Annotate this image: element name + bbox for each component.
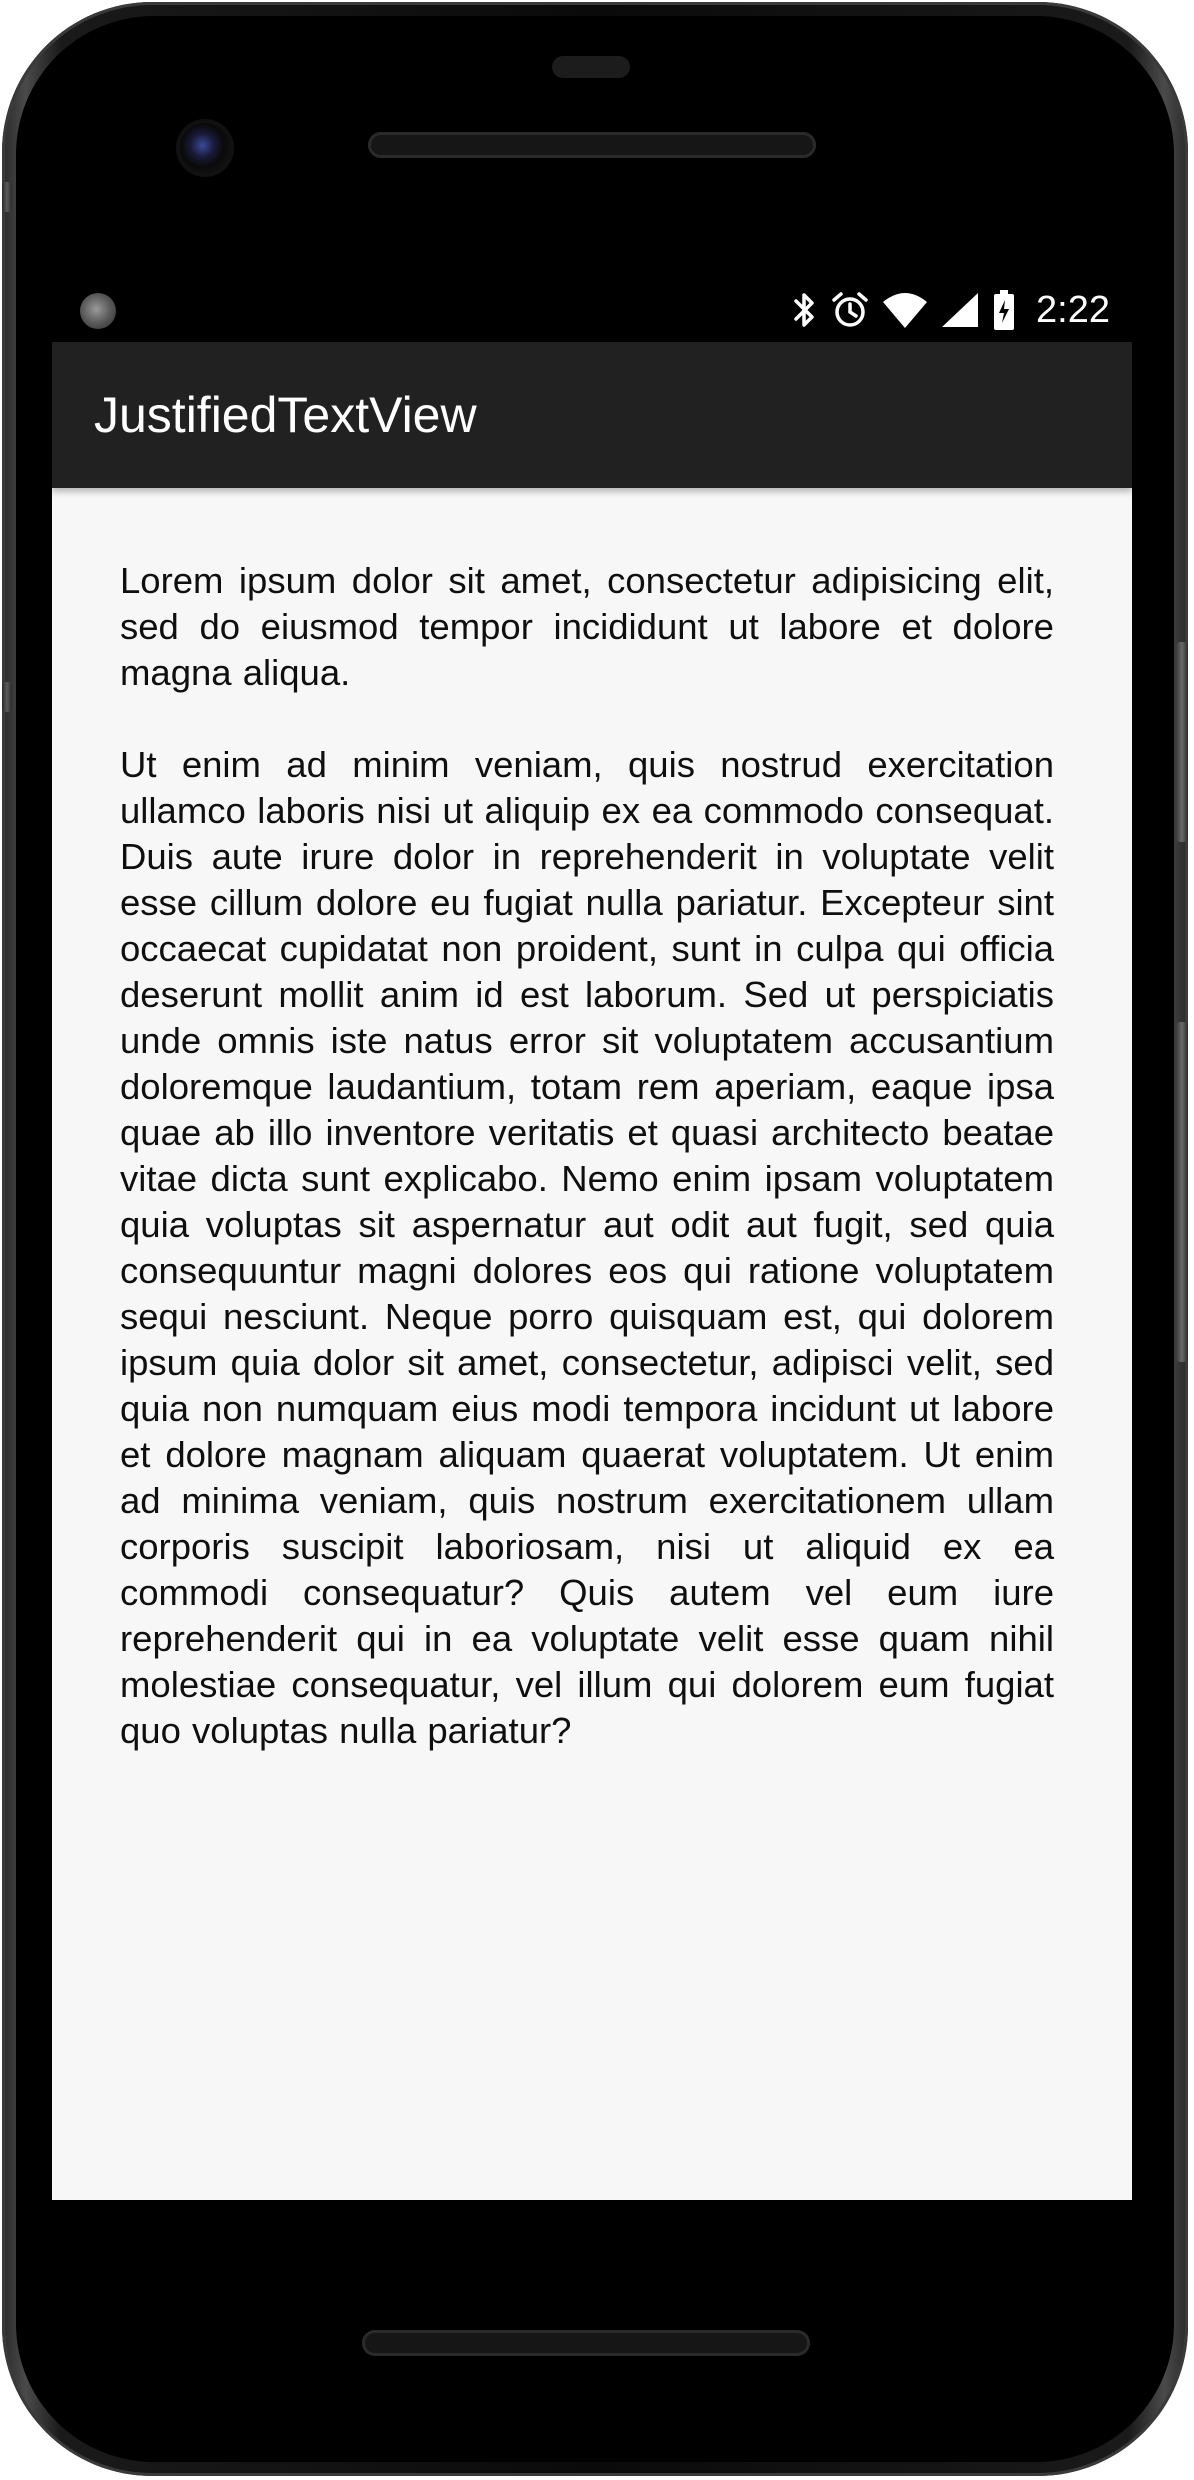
device-side-notch [2, 682, 12, 712]
alarm-icon [830, 290, 870, 330]
app-screen [52, 342, 1132, 2200]
top-speaker-grille [368, 132, 816, 158]
battery-icon [992, 289, 1016, 331]
app-bar [52, 342, 1132, 488]
app-title: JustifiedTextView [94, 387, 477, 443]
bluetooth-icon [792, 290, 818, 330]
paragraph: Lorem ipsum dolor sit amet, consectetur adipisicing elit, sed do eiusmod tempor incididunt ut labore et dolore magna aliqua. [120, 560, 1054, 693]
justified-text-view [120, 558, 1054, 1800]
status-bar [52, 280, 1132, 340]
device-side-notch [2, 182, 12, 212]
power-button[interactable] [1176, 642, 1188, 842]
bottom-speaker-grille [362, 2330, 810, 2356]
status-icons [792, 280, 1110, 340]
front-camera-icon [180, 123, 230, 173]
status-time: 2:22 [1036, 288, 1110, 331]
wifi-icon [882, 290, 928, 330]
volume-button[interactable] [1176, 1022, 1188, 1362]
paragraph: Ut enim ad minim veniam, quis nostrud exercitation ullamco laboris nisi ut aliquip ex ea commodo consequat. Duis aute irure dolor in reprehenderit in voluptate velit esse cillum dolore eu fugiat nulla pariatur. Excepteur sint occaecat cupidatat non proident, sunt in culpa qui officia deserunt mollit anim id est laborum. Sed ut perspiciatis unde omnis iste natus error sit voluptatem accusantium doloremque laudantium, totam rem aperiam, eaque ipsa quae ab illo inventore veritatis et quasi architecto beatae vitae dicta sunt explicabo. Nemo enim ipsam voluptatem quia voluptas sit aspernatur aut odit aut fugit, sed quia consequuntur magni dolores eos qui ratione voluptatem sequi nesciunt. Neque porro quisquam est, qui dolorem ipsum quia dolor sit amet, consectetur, adipisci velit, sed quia non numquam eius modi tempora incidunt ut labore et dolore magnam aliquam quaerat voluptatem. Ut enim ad minima veniam, quis nostrum exercitationem ullam corporis suscipit laboriosam, nisi ut aliquid ex ea commodi consequatur? Quis autem vel eum iure reprehenderit qui in ea voluptate velit esse quam nihil molestiae consequatur, vel illum qui dolorem eum fugiat quo voluptas nulla pariatur? [120, 744, 1054, 1751]
cellular-signal-icon [940, 290, 980, 330]
top-sensor-slot [552, 56, 630, 78]
